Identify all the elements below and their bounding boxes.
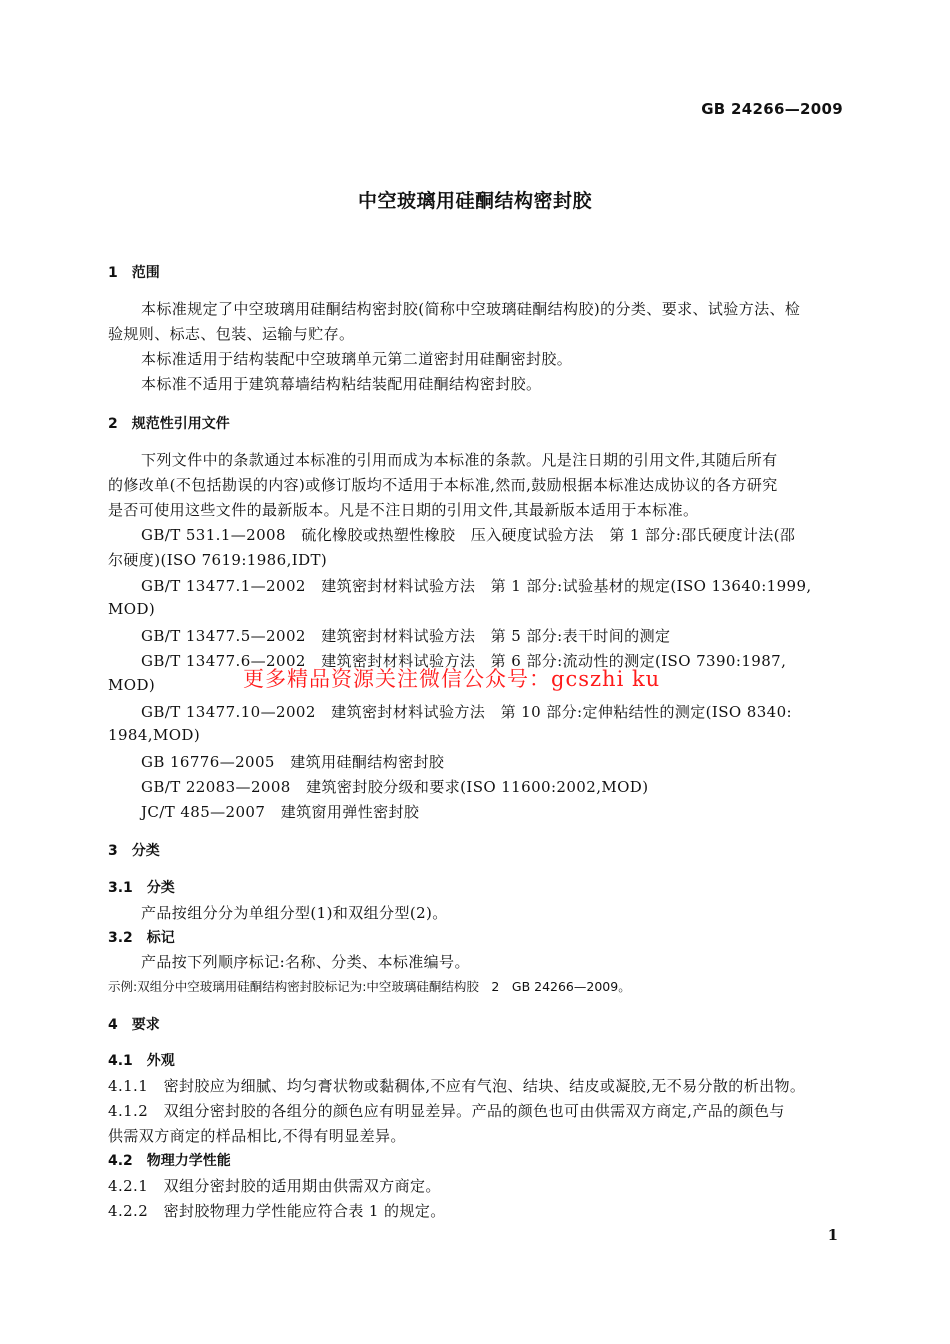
section-1-heading: 1 范围 (108, 265, 160, 281)
section-3-2-example: 示例:双组分中空玻璃用硅酮结构密封胶标记为:中空玻璃硅酮结构胶 2 GB 24266—2009。 (108, 979, 631, 994)
reference-2-line-2: MOD) (108, 600, 156, 618)
section-2-para-line-2: 的修改单(不包括勘误的内容)或修订版均不适用于本标准,然而,鼓励根据本标准达成协议的各方研究 (108, 476, 778, 494)
section-1-para-1-line-2: 验规则、标志、包装、运输与贮存。 (108, 325, 355, 343)
reference-5-line-1: GB/T 13477.10—2002 建筑密封材料试验方法 第 10 部分:定伸粘结性的测定(ISO 8340: (141, 703, 793, 721)
section-3-1-text: 产品按组分分为单组分型(1)和双组分型(2)。 (141, 904, 448, 922)
section-3-2-heading: 3.2 标记 (108, 930, 175, 946)
section-2-para-line-1: 下列文件中的条款通过本标准的引用而成为本标准的条款。凡是注日期的引用文件,其随后所有 (141, 451, 778, 469)
section-3-2-text: 产品按下列顺序标记:名称、分类、本标准编号。 (141, 953, 470, 971)
standard-code: GB 24266—2009 (701, 100, 843, 118)
watermark-text: 更多精品资源关注微信公众号：gcszhi ku (243, 667, 661, 691)
reference-5-line-2: 1984,MOD) (108, 726, 201, 744)
section-1-para-3: 本标准不适用于建筑幕墙结构粘结装配用硅酮结构密封胶。 (141, 375, 542, 393)
section-4-2-heading: 4.2 物理力学性能 (108, 1153, 231, 1169)
section-2-para-line-3: 是否可使用这些文件的最新版本。凡是不注日期的引用文件,其最新版本适用于本标准。 (108, 501, 699, 519)
section-4-2-2: 4.2.2 密封胶物理力学性能应符合表 1 的规定。 (108, 1202, 446, 1220)
reference-1-line-2: 尔硬度)(ISO 7619:1986,IDT) (108, 551, 328, 569)
section-1-para-1-line-1: 本标准规定了中空玻璃用硅酮结构密封胶(简称中空玻璃硅酮结构胶)的分类、要求、试验方法、检 (141, 300, 801, 318)
section-3-1-heading: 3.1 分类 (108, 880, 175, 896)
section-4-heading: 4 要求 (108, 1017, 160, 1033)
reference-3: GB/T 13477.5—2002 建筑密封材料试验方法 第 5 部分:表干时间的测定 (141, 627, 671, 645)
section-4-1-heading: 4.1 外观 (108, 1053, 175, 1069)
reference-8: JC/T 485—2007 建筑窗用弹性密封胶 (141, 803, 420, 821)
document-title: 中空玻璃用硅酮结构密封胶 (357, 190, 592, 212)
section-4-2-1: 4.2.1 双组分密封胶的适用期由供需双方商定。 (108, 1177, 441, 1195)
section-4-1-1: 4.1.1 密封胶应为细腻、均匀膏状物或黏稠体,不应有气泡、结块、结皮或凝胶,无不易分散的析出物。 (108, 1077, 806, 1095)
section-4-1-2-line-1: 4.1.2 双组分密封胶的各组分的颜色应有明显差异。产品的颜色也可由供需双方商定,产品的颜色与 (108, 1102, 785, 1120)
section-4-1-2-line-2: 供需双方商定的样品相比,不得有明显差异。 (108, 1127, 406, 1145)
reference-7: GB/T 22083—2008 建筑密封胶分级和要求(ISO 11600:2002,MOD) (141, 778, 649, 796)
reference-4-line-2: MOD) (108, 676, 156, 694)
reference-1-line-1: GB/T 531.1—2008 硫化橡胶或热塑性橡胶 压入硬度试验方法 第 1 部分:邵氏硬度计法(邵 (141, 526, 796, 544)
reference-4-line-1: GB/T 13477.6—2002 建筑密封材料试验方法 第 6 部分:流动性的测定(ISO 7390:1987, (141, 652, 787, 670)
page-number: 1 (827, 1226, 838, 1244)
reference-6: GB 16776—2005 建筑用硅酮结构密封胶 (141, 753, 445, 771)
section-3-heading: 3 分类 (108, 843, 160, 859)
section-1-para-2: 本标准适用于结构装配中空玻璃单元第二道密封用硅酮密封胶。 (141, 350, 573, 368)
reference-2-line-1: GB/T 13477.1—2002 建筑密封材料试验方法 第 1 部分:试验基材的规定(ISO 13640:1999, (141, 577, 812, 595)
section-2-heading: 2 规范性引用文件 (108, 416, 230, 432)
